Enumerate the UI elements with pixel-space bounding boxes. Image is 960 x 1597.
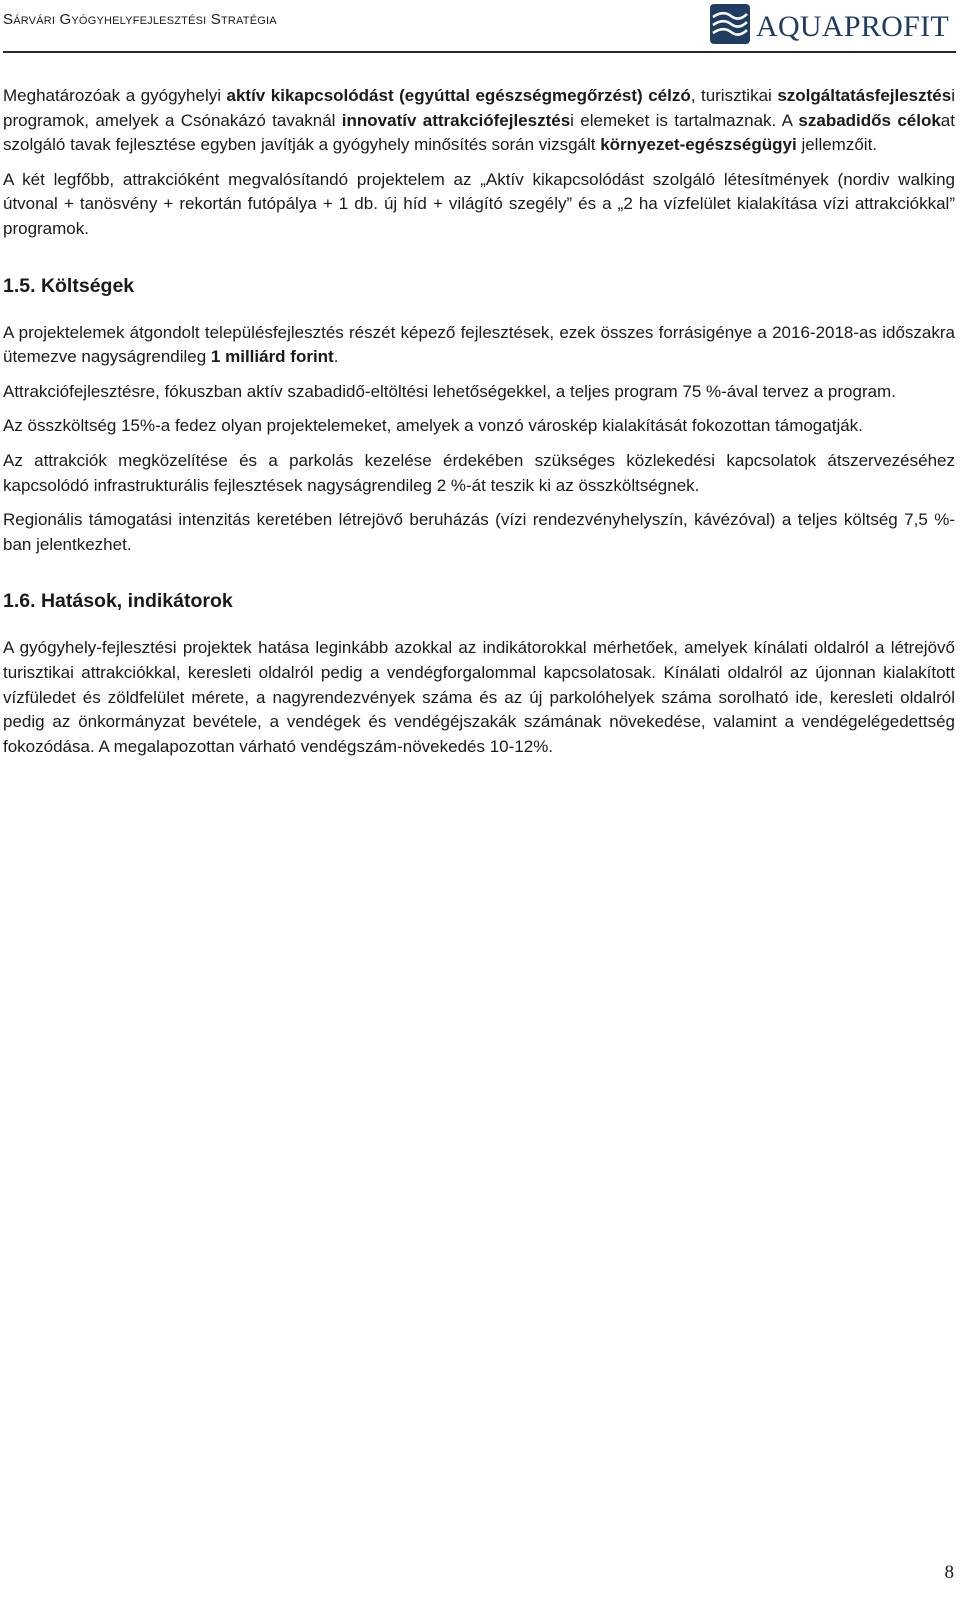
paragraph-indicators: A gyógyhely-fejlesztési projektek hatása leginkább azokkal az indikátorokkal mérhetőek, amelyek kínálati oldalról a létrejövő turisztikai attrakciókkal, keresleti oldalról pedig a vendégforgalommal kapcsolatosak. Kínálati oldalról az újonnan kialakított vízfüledet és zöldfelület mérete, a nagyrendezvények száma és az új parkolóhelyek száma sorolható ide, keresleti oldalról pedig az önkormányzat bevétele, a vendégek és vendégéjszakák számának növekedése, valamint a vendégelégedettség fokozódása. A megalapozottan várható vendégszám-növekedés 10-12%. — [3, 638, 955, 756]
text-run: at szolgáló tavak fejlesztése egyben javítják a gyógyhely minősítés során vizsgált — [3, 110, 955, 155]
bold-text: környezet-egészségügyi — [600, 135, 797, 155]
logo-text: AQUAPROFIT — [756, 10, 950, 43]
paragraph-infrastructure-share: Az attrakciók megközelítése és a parkolás kezelése érdekében szükséges közlekedési kapcsolatok átszervezéséhez kapcsolódó infrastrukturális fejlesztések nagyságrendileg 2 %-át teszik ki az összköltségnek. — [3, 450, 955, 495]
bold-text: aktív kikapcsolódást (egyúttal egészségmegőrzést) célzó — [226, 86, 691, 105]
text-run: . — [333, 347, 339, 367]
page-number: 8 — [944, 1562, 954, 1583]
text-run: A projektelemek átgondolt településfejlesztés részét képező fejlesztések, ezek összes forrásigénye a 2016-2018-as időszakra ütemezve nagyságrendileg — [3, 322, 955, 367]
header-divider — [3, 51, 956, 53]
bold-text: 1 milliárd forint — [210, 347, 334, 367]
document-body — [3, 84, 955, 769]
wave-logo-icon — [710, 4, 750, 44]
text-run: i elemeket is tartalmaznak. A — [570, 110, 799, 130]
paragraph-attraction-share: Attrakciófejlesztésre, fókuszban aktív szabadidő-eltöltési lehetőségekkel, a teljes program 75 %-ával tervez a program. — [3, 381, 896, 401]
bold-text: innovatív attrakciófejlesztés — [341, 110, 571, 130]
text-run: jellemzőit. — [796, 135, 878, 155]
section-heading-impacts: 1.6. Hatások, indikátorok — [3, 590, 233, 613]
paragraph-regional-support: Regionális támogatási intenzitás keretében létrejövő beruházás (vízi rendezvényhelyszín, kávézóval) a teljes költség 7,5 %-ban jelentkezhet. — [3, 510, 955, 554]
text-run: , turisztikai — [690, 86, 778, 105]
text-run: Meghatározóak a gyógyhelyi — [3, 86, 227, 105]
paragraph-active-recreation — [3, 84, 955, 158]
paragraph-main-projects: A két legfőbb, attrakcióként megvalósítandó projektelem az „Aktív kikapcsolódást szolgáló létesítmények (nordiv walking útvonal + tanösvény + rekortán futópálya + 1 db. új híd + világító szegély” és a „2 ha vízfelület kialakítása vízi attrakciókkal” programok. — [3, 169, 955, 238]
paragraph-townscape-share: Az összköltség 15%-a fedez olyan projektelemeket, amelyek a vonzó városkép kialakítását fokozottan támogatják. — [3, 416, 863, 436]
text-run: i programok, amelyek a Csónakázó tavaknál — [3, 86, 955, 130]
bold-text: szolgáltatásfejlesztés — [777, 86, 952, 105]
aquaprofit-logo — [710, 4, 955, 46]
paragraph-total-cost — [3, 321, 955, 370]
page-header — [0, 0, 960, 60]
bold-text: szabadidős célok — [798, 110, 941, 130]
section-heading-costs: 1.5. Költségek — [3, 274, 135, 297]
document-title: Sárvári Gyógyhelyfejlesztési Stratégia — [3, 11, 277, 28]
